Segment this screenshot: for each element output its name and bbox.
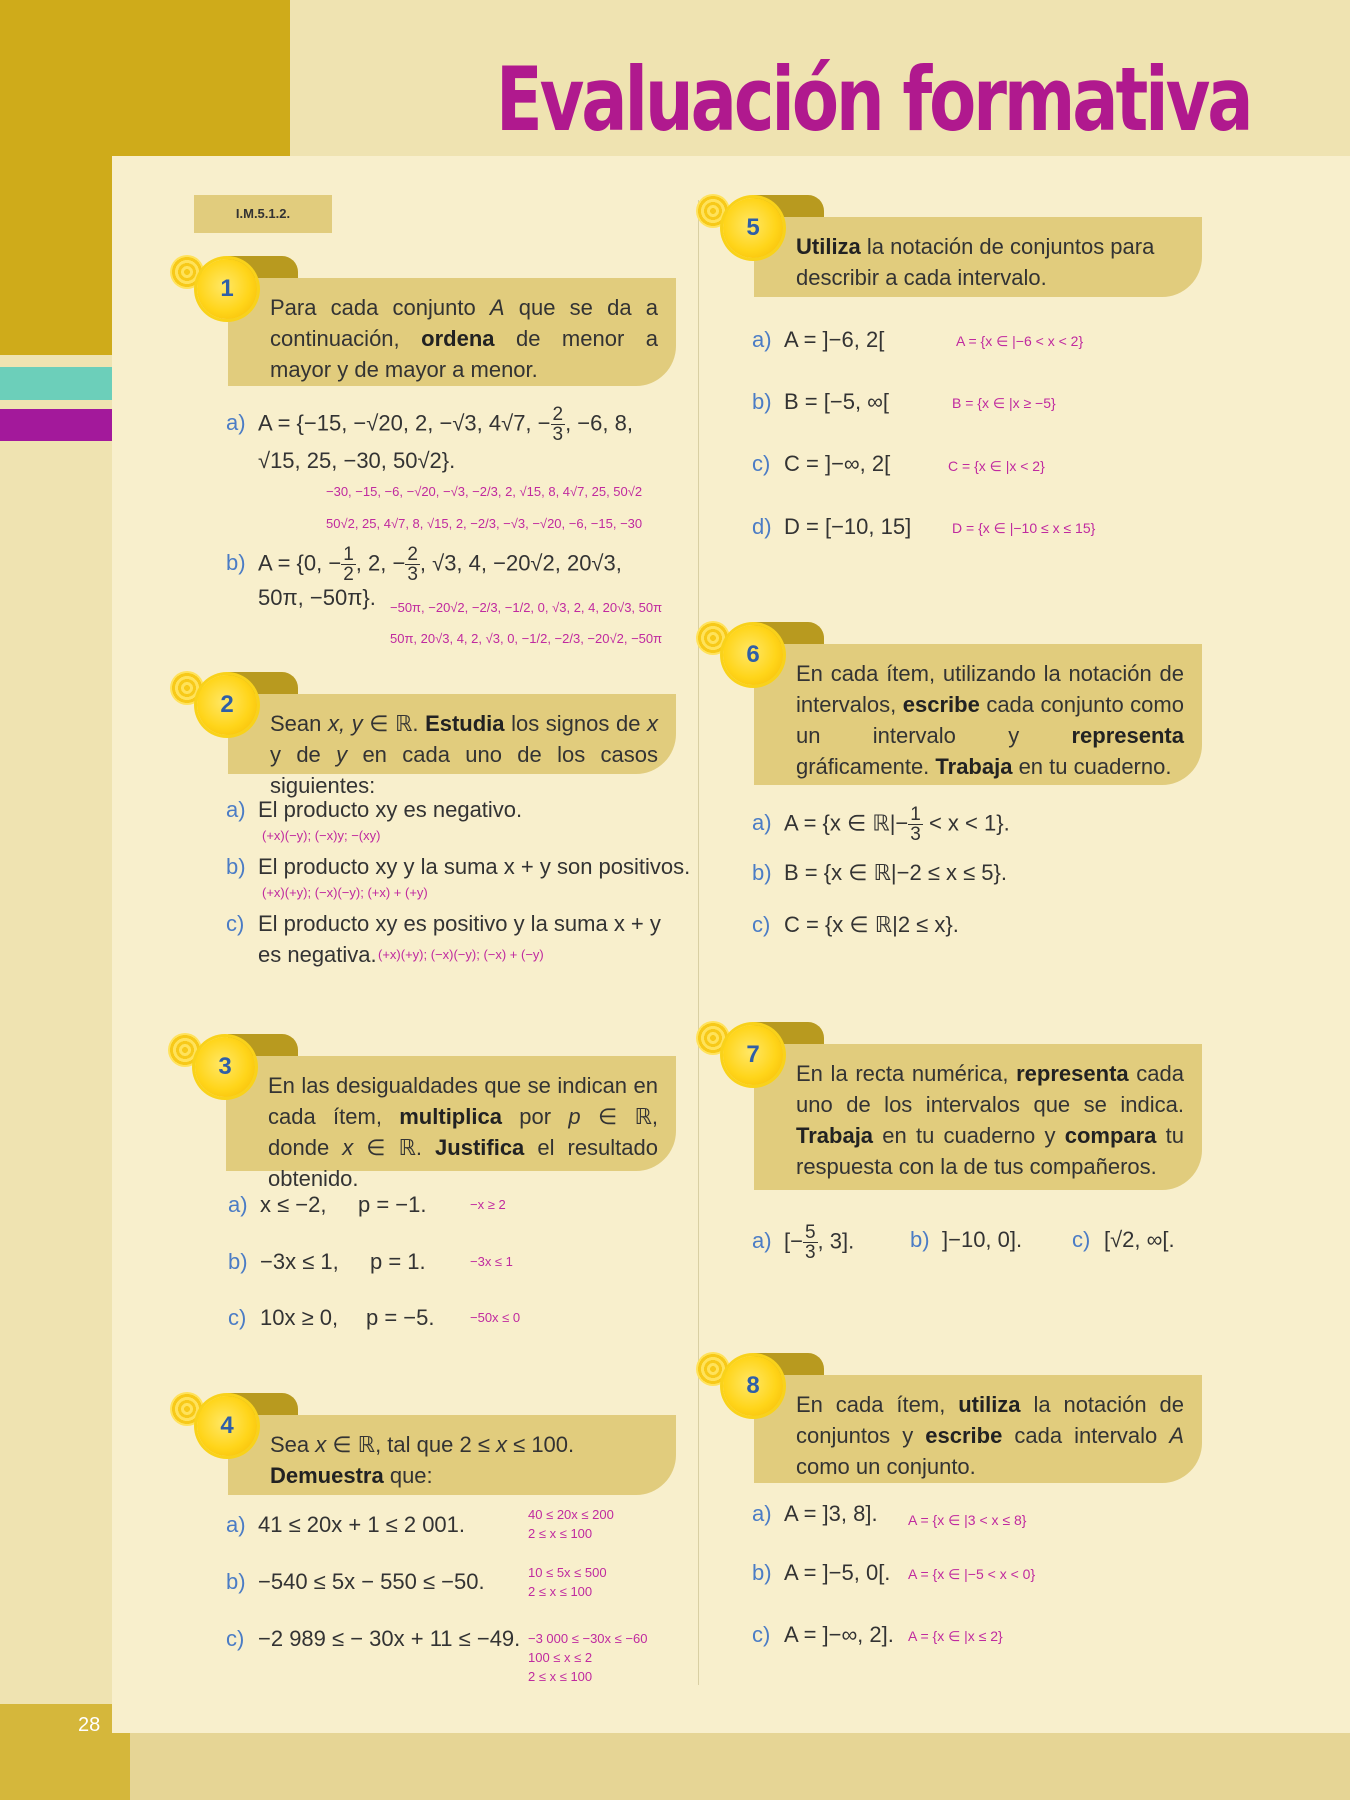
q8-b-answer: A = {x ∈ |−5 < x < 0} xyxy=(908,1566,1036,1582)
q8-c-answer: A = {x ∈ |x ≤ 2} xyxy=(908,1628,1003,1644)
magenta-strip xyxy=(0,409,112,441)
q1-b-answer-ascending: −50π, −20√2, −2/3, −1/2, 0, √3, 2, 4, 20√3, 50π xyxy=(390,600,663,615)
q5-prompt-box xyxy=(754,217,1202,297)
q2-item-a: a) El producto xy es negativo. xyxy=(226,797,523,822)
q3-a-answer: −x ≥ 2 xyxy=(470,1197,506,1212)
q8-a-answer: A = {x ∈ |3 < x ≤ 8} xyxy=(908,1512,1027,1528)
q3-item-c: c) 10x ≥ 0, xyxy=(228,1305,339,1330)
q5-a-answer: A = {x ∈ |−6 < x < 2} xyxy=(956,333,1084,349)
q4-a-answer-step1: 40 ≤ 20x ≤ 200 xyxy=(528,1507,614,1522)
q4-item-b: b) −540 ≤ 5x − 550 ≤ −50. xyxy=(226,1569,485,1594)
q8-item-a: a) A = ]3, 8]. xyxy=(752,1501,878,1526)
teal-strip xyxy=(0,367,112,400)
q3-item-b-p: p = 1. xyxy=(370,1249,426,1274)
q4-c-answer-step3: 2 ≤ x ≤ 100 xyxy=(528,1669,593,1684)
q4-prompt: Sea x ∈ ℝ, tal que 2 ≤ x ≤ 100. Demuestra que: xyxy=(270,1432,575,1488)
skill-code-tag: I.M.5.1.2. xyxy=(194,195,332,233)
q8-prompt-box xyxy=(754,1375,1202,1483)
q1-prompt-box xyxy=(228,278,676,386)
q6-number-badge: 6 xyxy=(723,625,783,685)
q2-prompt-box xyxy=(228,694,676,798)
q6-item-c: c) C = {x ∈ ℝ|2 ≤ x}. xyxy=(752,912,959,937)
q1-prompt: Para cada conjunto A que se da a continuación, ordena de menor a mayor y de mayor a menor. xyxy=(270,295,659,382)
q4-b-answer-step2: 2 ≤ x ≤ 100 xyxy=(528,1584,593,1599)
q1-item-a-line2: √15, 25, −30, 50√2}. xyxy=(258,448,456,473)
q4-item-a: a) 41 ≤ 20x + 1 ≤ 2 001. xyxy=(226,1512,466,1537)
q3-b-answer: −3x ≤ 1 xyxy=(470,1254,513,1269)
q8-item-c: c) A = ]−∞, 2]. xyxy=(752,1622,894,1647)
q1-item-b-line2: 50π, −50π}. xyxy=(258,585,376,610)
q2-c-answer: (+x)(+y); (−x)(−y); (−x) + (−y) xyxy=(378,947,544,962)
q2-b-answer: (+x)(+y); (−x)(−y); (+x) + (+y) xyxy=(262,885,428,900)
q6-item-a: a) A = {x ∈ ℝ|− $\frac{1}{3}$ < x < 1}. xyxy=(752,804,1010,845)
q5-d-answer: D = {x ∈ |−10 ≤ x ≤ 15} xyxy=(952,520,1096,536)
page-number: 28 xyxy=(78,1714,101,1736)
q1-item-b: b) A = {0, − $\frac{1}{2}$ , 2, − $\frac{2}{3}$ , √3, 4, −20√2, 20√3, xyxy=(226,544,622,585)
q4-b-answer-step1: 10 ≤ 5x ≤ 500 xyxy=(528,1565,607,1580)
q1-b-answer-descending: 50π, 20√3, 4, 2, √3, 0, −1/2, −2/3, −20√2, −50π xyxy=(390,631,663,646)
q8-prompt: En cada ítem, utiliza la notación de conjuntos y escribe cada intervalo A como un conjunto. xyxy=(796,1392,1184,1479)
q2-item-b: b) El producto xy y la suma x + y son positivos. xyxy=(226,854,691,879)
q4-c-answer-step2: 100 ≤ x ≤ 2 xyxy=(528,1650,593,1665)
q7-item-b: b) ]−10, 0]. xyxy=(910,1227,1023,1252)
q5-item-d: d) D = [−10, 15] xyxy=(752,514,912,539)
q7-item-a: a) [− $\frac{5}{3}$ , 3]. xyxy=(752,1222,855,1263)
q7-prompt-box xyxy=(754,1044,1202,1190)
q7-item-c: c) [√2, ∞[. xyxy=(1072,1227,1175,1252)
q7-number-badge: 7 xyxy=(723,1025,783,1085)
q3-item-a: a) x ≤ −2, xyxy=(228,1192,327,1217)
q4-prompt-box xyxy=(228,1415,676,1495)
q3-c-answer: −50x ≤ 0 xyxy=(470,1310,521,1325)
q2-item-c: c) El producto xy es positivo y la suma x + y xyxy=(226,911,661,936)
q4-number-badge: 4 xyxy=(197,1396,257,1456)
q4-c-answer-step1: −3 000 ≤ −30x ≤ −60 xyxy=(528,1631,648,1646)
bottom-band xyxy=(130,1733,1350,1800)
q8-item-b: b) A = ]−5, 0[. xyxy=(752,1560,891,1585)
q1-item-a: a) A = {−15, −√20, 2, −√3, 4√7, − $\frac{2}{3}$ , −6, 8, xyxy=(226,404,633,445)
q2-number-badge: 2 xyxy=(197,675,257,735)
q2-prompt: Sean x, y ∈ ℝ. Estudia los signos de x y de y en cada uno de los casos siguientes: xyxy=(270,711,658,798)
q1-number-badge: 1 xyxy=(197,259,257,319)
q5-item-b: b) B = [−5, ∞[ xyxy=(752,389,889,414)
q3-item-c-p: p = −5. xyxy=(366,1305,435,1330)
q2-a-answer: (+x)(−y); (−x)y; −(xy) xyxy=(262,828,381,843)
q7-prompt: En la recta numérica, representa cada uno de los intervalos que se indica. Trabaja en tu cuaderno y compara tu respuesta con la de tus compañeros. xyxy=(796,1061,1184,1179)
q5-c-answer: C = {x ∈ |x < 2} xyxy=(948,458,1045,474)
q3-item-a-p: p = −1. xyxy=(358,1192,427,1217)
q4-a-answer-step2: 2 ≤ x ≤ 100 xyxy=(528,1526,593,1541)
q4-item-c: c) −2 989 ≤ − 30x + 11 ≤ −49. xyxy=(226,1626,521,1651)
q2-item-c-line2: es negativa. xyxy=(258,942,377,967)
q6-prompt-box xyxy=(754,644,1202,785)
q5-prompt: Utiliza la notación de conjuntos para describir a cada intervalo. xyxy=(796,234,1155,290)
q3-item-b: b) −3x ≤ 1, xyxy=(228,1249,339,1274)
q5-item-c: c) C = ]−∞, 2[ xyxy=(752,451,891,476)
q6-item-b: b) B = {x ∈ ℝ|−2 ≤ x ≤ 5}. xyxy=(752,860,1007,885)
q8-number-badge: 8 xyxy=(723,1356,783,1416)
q1-a-answer-ascending: −30, −15, −6, −√20, −√3, −2/3, 2, √15, 8, 4√7, 25, 50√2 xyxy=(326,484,643,499)
q3-prompt-box xyxy=(226,1056,676,1191)
column-divider xyxy=(698,200,699,1685)
q5-item-a: a) A = ]−6, 2[ xyxy=(752,327,885,352)
q5-number-badge: 5 xyxy=(723,198,783,258)
page-title: Evaluación formativa xyxy=(495,48,1251,151)
q1-a-answer-descending: 50√2, 25, 4√7, 8, √15, 2, −2/3, −√3, −√20, −6, −15, −30 xyxy=(326,516,643,531)
q6-prompt: En cada ítem, utilizando la notación de intervalos, escribe cada conjunto como un intervalo y representa gráficamente. Trabaja en tu cuaderno. xyxy=(796,661,1184,779)
page-number-block xyxy=(0,1704,130,1800)
q3-number-badge: 3 xyxy=(195,1037,255,1097)
q3-prompt: En las desigualdades que se indican en cada ítem, multiplica por p ∈ ℝ, donde x ∈ ℝ. Justifica el resultado obtenido. xyxy=(268,1073,658,1191)
q5-b-answer: B = {x ∈ |x ≥ −5} xyxy=(952,395,1056,411)
